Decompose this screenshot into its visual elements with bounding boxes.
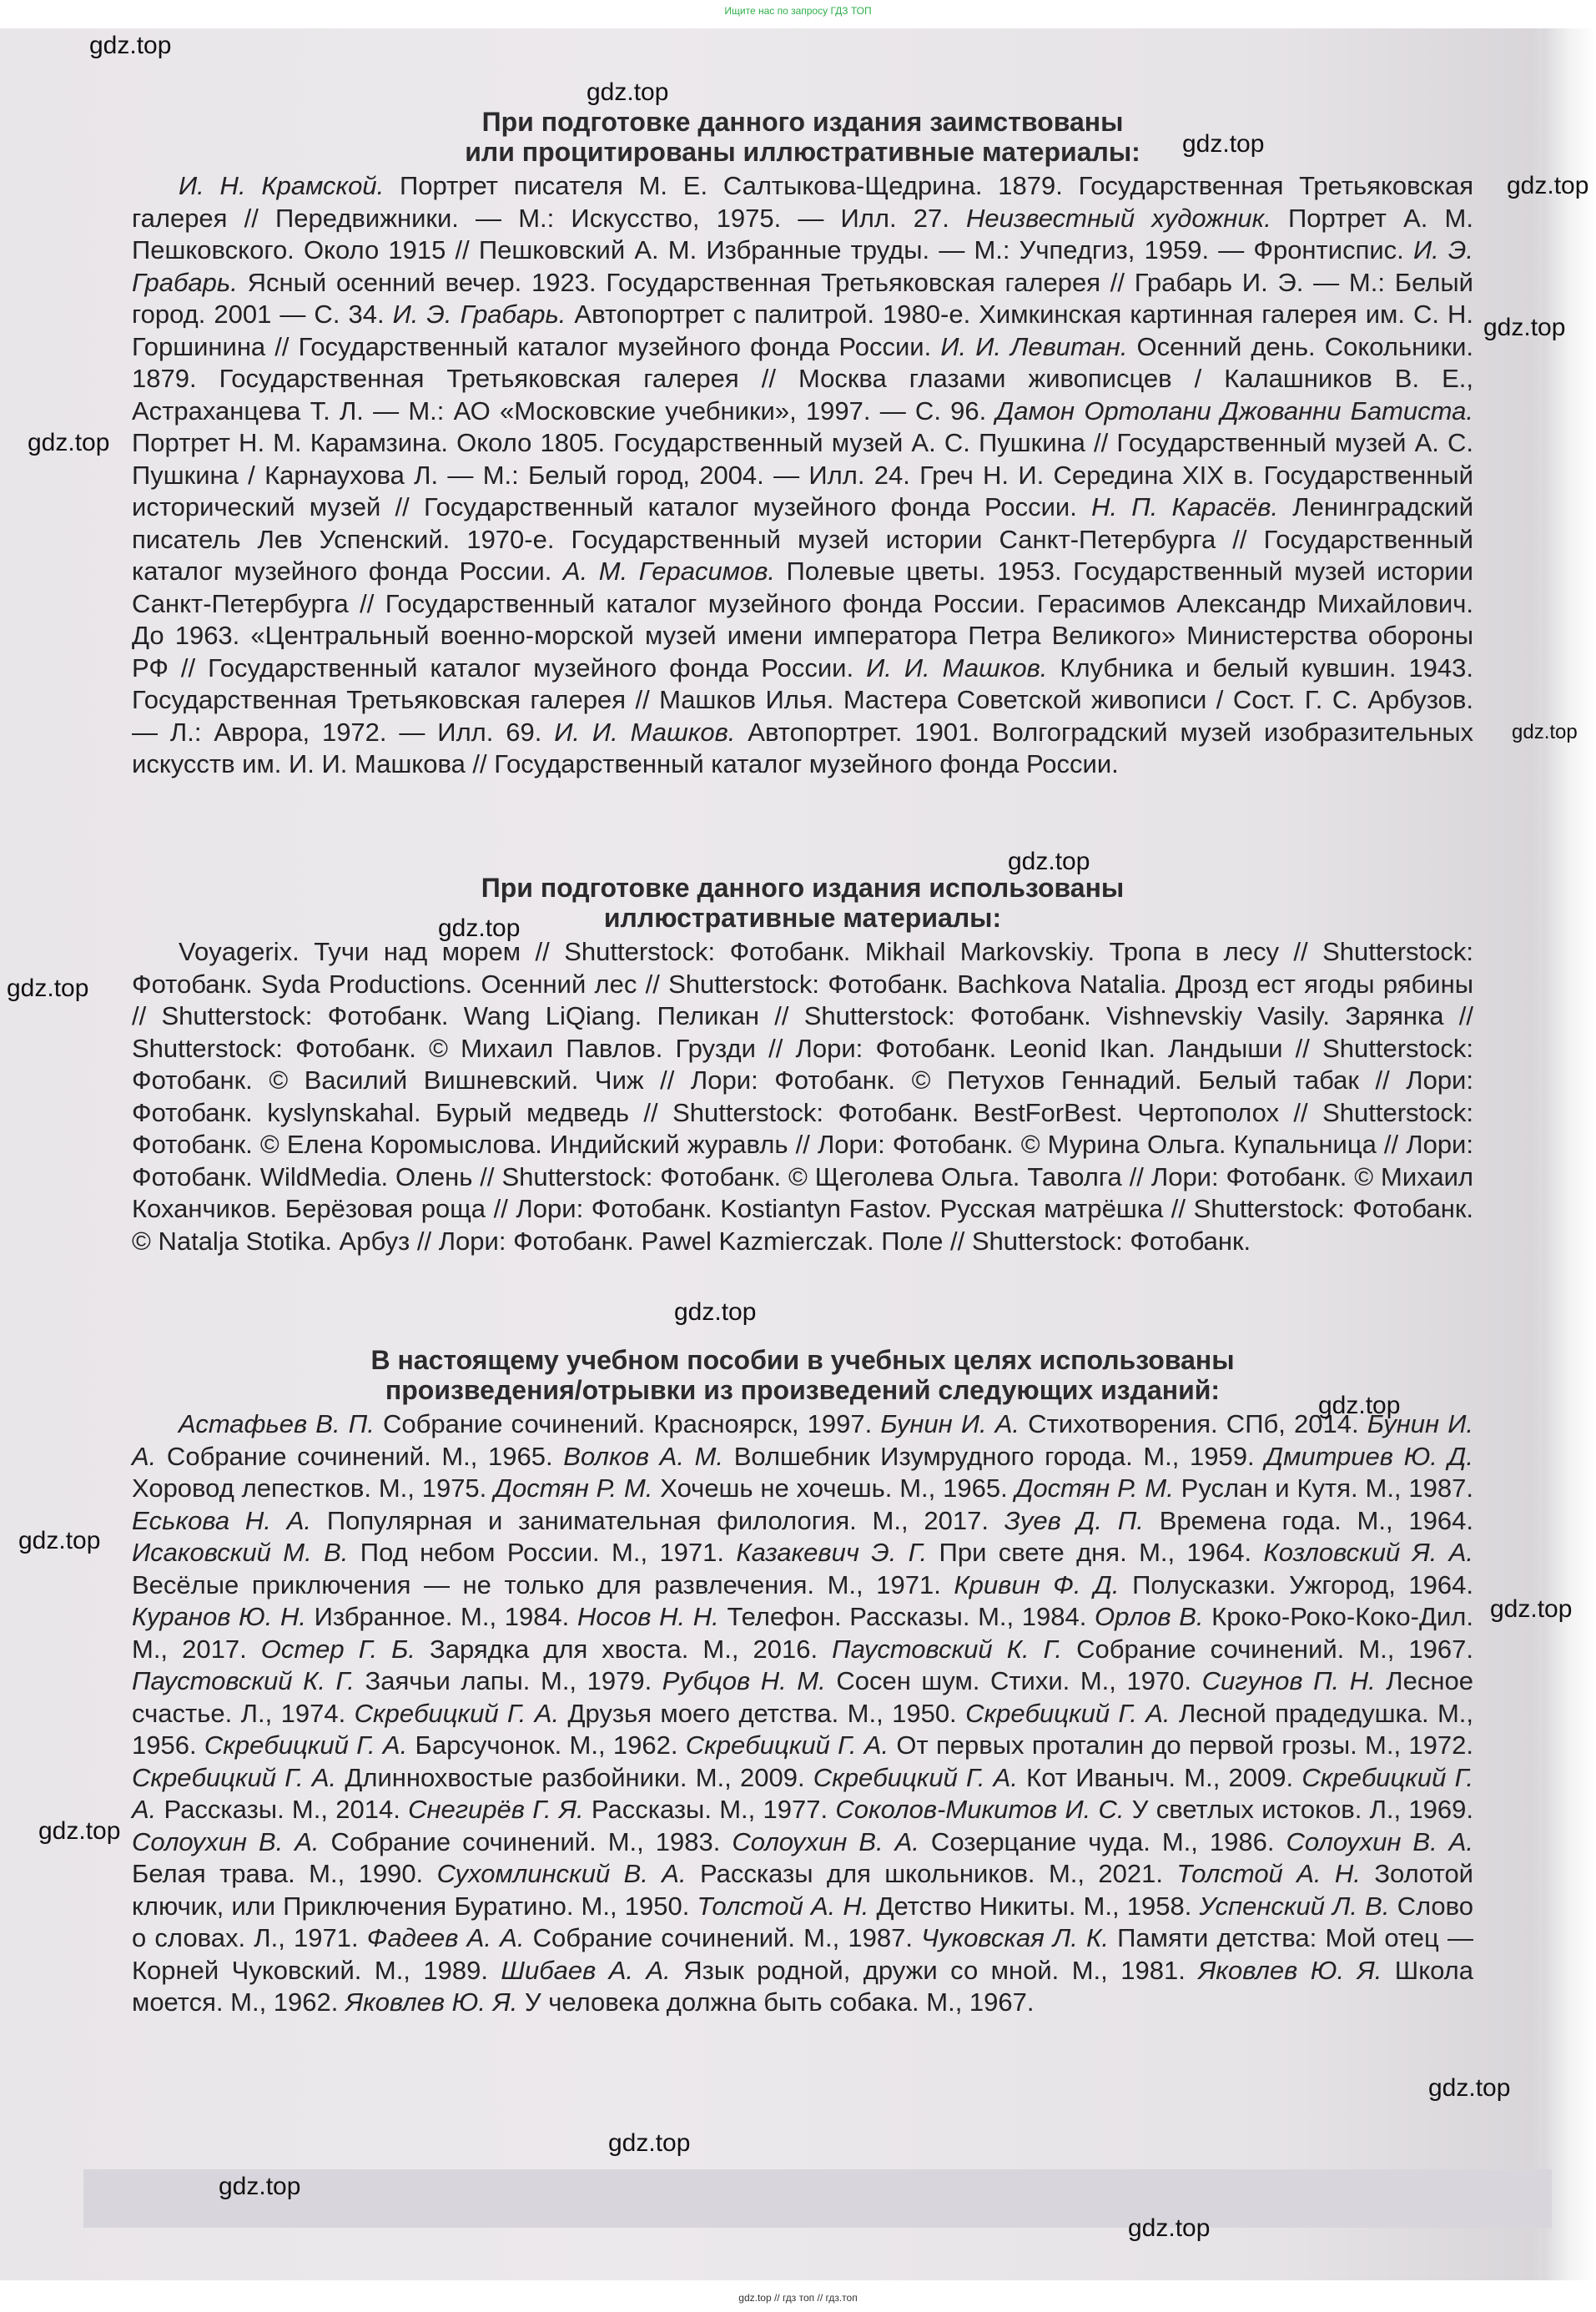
citation-author: Толстой А. Н.	[697, 1891, 869, 1921]
citation-author: Дамон Ортолани Джованни Батиста.	[995, 395, 1473, 426]
citation-text: При свете дня. М., 1964.	[927, 1538, 1264, 1567]
watermark[interactable]: gdz.top	[28, 429, 110, 456]
citation-author: Скребицкий Г. А.	[965, 1698, 1171, 1728]
section-3-heading-line-1: В настоящему учебном пособии в учебных целях использованы	[370, 1345, 1235, 1375]
citation-author: Снегирёв Г. Я.	[408, 1795, 584, 1824]
citation-author: И. И. Левитан.	[940, 331, 1128, 361]
bottom-strip	[0, 2280, 1596, 2312]
citation-text: Кроко-Роко-Коко-Дил. М., 2017.	[132, 1602, 1474, 1664]
section-3-heading-line-2: произведения/отрывки из произведений следующих изданий:	[385, 1375, 1221, 1405]
citation-author: Успенский Л. В.	[1199, 1891, 1390, 1921]
citation-text: Портрет писателя М. Е. Салтыкова-Щедрина. 1879. Государственная Третьяковская галерея // Передвижники. — М.: Искусство, 1975. — Илл. 27.	[132, 171, 1474, 233]
citation-text: Автопортрет с палитрой. 1980-е. Химкинская картинная галерея им. С. Н. Горшинина // Государственный каталог музейного фонда России.	[132, 300, 1473, 361]
citation-author: Н. П. Карасёв.	[1091, 492, 1279, 521]
citation-author: И. Э. Грабарь.	[392, 300, 566, 329]
section-2-heading-line-1: При подготовке данного издания использованы	[481, 873, 1125, 903]
citation-text: Белая трава. М., 1990.	[132, 1859, 437, 1888]
citation-text: Клубника и белый кувшин. 1943. Государственная Третьяковская галерея // Машков Илья. Мастера Советской живописи / Сост. Г. С. Арбузов. — Л.: Аврора, 1972. — Илл. 69.	[132, 652, 1473, 747]
citation-author: Неизвестный художник.	[966, 203, 1271, 233]
citation-text: Школа моется. М., 1962.	[132, 1955, 1473, 2017]
watermark[interactable]: gdz.top	[1512, 721, 1578, 743]
citation-text: Хочешь не хочешь. М., 1965.	[652, 1473, 1015, 1503]
citation-author: Скребицкий Г. А.	[685, 1730, 889, 1760]
citation-text: Портрет А. М. Пешковского. Около 1915 // Пешковский А. М. Избранные труды. — М.: Учпедгиз, 1959. — Фронтиспис.	[132, 203, 1473, 264]
citation-author: Фадеев А. А.	[366, 1923, 525, 1952]
citation-author: Яковлев Ю. Я.	[345, 1987, 518, 2017]
watermark[interactable]: gdz.top	[587, 78, 669, 106]
citation-author: Скребицкий Г. А.	[132, 1762, 1473, 1824]
citation-text: Осенний день. Сокольники. 1879. Государственная Третьяковская галерея // Москва глазами живописцев / Калашников В. Е., Астраханцева Т. Л. — М.: АО «Московские учебники», 1997. — С. 96.	[132, 331, 1473, 426]
citation-author: Остер Г. Б.	[260, 1634, 415, 1664]
citation-author: Солоухин В. А.	[1286, 1826, 1474, 1856]
citation-author: Соколов-Микитов И. С.	[835, 1795, 1125, 1824]
citation-author: Сухомлинский В. А.	[436, 1859, 687, 1888]
citation-author: Сигунов П. Н.	[1201, 1666, 1376, 1695]
citation-text: Язык родной, дружи со мной. М., 1981.	[670, 1955, 1199, 1985]
citation-text: Портрет Н. М. Карамзина. Около 1805. Государственный музей А. С. Пушкина // Государственный музей А. С. Пушкина / Карнаухова Л. — М.: Белый город, 2004. — Илл. 24. Греч Н. И. Середина XIX в. Государственный исторический музей // Государственный каталог музейного фонда России.	[132, 428, 1473, 521]
citation-author: Рубцов Н. М.	[662, 1666, 826, 1695]
citation-author: Волков А. М.	[563, 1441, 724, 1471]
citation-text: Друзья моего детства. М., 1950.	[559, 1698, 966, 1728]
citation-author: Яковлев Ю. Я.	[1198, 1955, 1382, 1985]
section-2-heading	[132, 873, 1473, 933]
citation-text: От первых проталин до первой грозы. М., 1972.	[889, 1730, 1473, 1760]
citation-author: Бунин И. А.	[132, 1409, 1473, 1471]
watermark[interactable]: gdz.top	[38, 1817, 121, 1845]
citation-text: Избранное. М., 1984.	[306, 1602, 577, 1631]
citation-author: Исаковский М. В.	[132, 1538, 349, 1567]
citation-author: И. Н. Крамской.	[179, 171, 385, 200]
citation-text: Собрание сочинений. М., 1987.	[524, 1923, 922, 1952]
citation-author: Еськова Н. А.	[132, 1505, 312, 1535]
citation-text: Voyagerix. Тучи над морем // Shutterstock: Фотобанк. Mikhail Markovskiy. Тропа в лесу // Shutterstock: Фотобанк. Syda Productions. Осенний лес // Shutterstock: Фотобанк. Bachkova Natalia. Дрозд ест ягоды рябины // Shutterstock: Фотобанк. Wang LiQiang. Пеликан // Shutterstock: Фотобанк. Vishnevskiy Vasily. Зарянка // Shutterstock: Фотобанк. © Михаил Павлов. Грузди // Лори: Фотобанк. Leonid Ikan. Ландыши // Shutterstock: Фотобанк. © Василий Вишневский. Чиж // Лори: Фотобанк. © Петухов Геннадий. Белый табак // Лори: Фотобанк. kyslynskahal. Бурый медведь // Shutterstock: Фотобанк. BestForBest. Чертополох // Shutterstock: Фотобанк. © Елена Коромыслова. Индийский журавль // Лори: Фотобанк. © Мурина Ольга. Купальница // Лори: Фотобанк. WildMedia. Олень // Shutterstock: Фотобанк. © Щеголева Ольга. Таволга // Лори: Фотобанк. © Михаил Коханчиков. Берёзовая роща // Лори: Фотобанк. Kostiantyn Fastov. Русская матрёшка // Shutterstock: Фотобанк. © Natalja Stotika. Арбуз // Лори: Фотобанк. Pawel Kazmierczak. Поле // Shutterstock: Фотобанк.	[132, 937, 1473, 1256]
citation-author: Солоухин В. А.	[132, 1826, 320, 1856]
citation-text: Хоровод лепестков. М., 1975.	[132, 1473, 495, 1503]
section-3-heading	[132, 1345, 1473, 1405]
citation-text: Волшебник Изумрудного города. М., 1959.	[723, 1441, 1266, 1471]
citation-author: Чуковская Л. К.	[921, 1923, 1109, 1952]
citation-author: И. И. Машков.	[554, 717, 736, 747]
citation-author: Куранов Ю. Н.	[132, 1602, 306, 1631]
citation-author: Дмитриев Ю. Д.	[1265, 1441, 1473, 1471]
citation-text: Рассказы для школьников. М., 2021.	[686, 1859, 1177, 1888]
citation-author: Толстой А. Н.	[1176, 1859, 1361, 1888]
citation-text: Заячьи лапы. М., 1979.	[354, 1666, 662, 1695]
citation-text: Рассказы. М., 1977.	[583, 1795, 836, 1824]
citation-text: Ленинградский писатель Лев Успенский. 1970-е. Государственный музей истории Санкт-Петербурга // Государственный каталог музейного фонда России.	[132, 492, 1474, 586]
citation-author: Орлов В.	[1095, 1602, 1204, 1631]
citation-text: Собрание сочинений. Красноярск, 1997.	[374, 1409, 881, 1438]
page-edge	[1543, 0, 1596, 2312]
section-1-heading	[132, 107, 1473, 167]
citation-text: Рассказы. М., 2014.	[156, 1795, 409, 1824]
citation-text: Собрание сочинений. М., 1965.	[156, 1441, 564, 1471]
watermark[interactable]: gdz.top	[1490, 1595, 1573, 1623]
citation-author: Кривин Ф. Д.	[954, 1569, 1120, 1599]
citation-text: Барсучонок. М., 1962.	[407, 1730, 686, 1760]
citation-author: Носов Н. Н.	[576, 1602, 719, 1631]
page-footer-band	[83, 2169, 1552, 2228]
watermark[interactable]: gdz.top	[219, 2173, 301, 2200]
citation-author: Достян Р. М.	[1014, 1473, 1174, 1503]
watermark[interactable]: gdz.top	[1182, 130, 1265, 158]
citation-text: Зарядка для хвоста. М., 2016.	[415, 1634, 833, 1664]
citation-author: А. М. Герасимов.	[562, 557, 775, 586]
citation-text: Созерцание чуда. М., 1986.	[919, 1826, 1286, 1856]
citation-author: Скребицкий Г. А.	[813, 1762, 1018, 1792]
citation-text: Собрание сочинений. М., 1983.	[319, 1826, 733, 1856]
citation-author: Солоухин В. А.	[732, 1826, 919, 1856]
watermark[interactable]: gdz.top	[1008, 848, 1090, 875]
section-2-text	[132, 936, 1473, 1257]
citation-text: Собрание сочинений. М., 1967.	[1062, 1634, 1473, 1664]
watermark[interactable]: gdz.top	[674, 1298, 757, 1326]
citation-text: Памяти детства: Мой отец — Корней Чуковский. М., 1989.	[132, 1923, 1473, 1985]
citation-author: И. И. Машков.	[866, 652, 1048, 683]
citation-author: Бунин И. А.	[880, 1409, 1020, 1438]
top-strip	[0, 0, 1596, 28]
citation-text: Под небом России. М., 1971.	[348, 1538, 737, 1567]
section-1-heading-line-1: При подготовке данного издания заимствованы	[481, 107, 1124, 137]
citation-author: Шибаев А. А.	[501, 1955, 671, 1985]
watermark[interactable]: gdz.top	[1507, 172, 1589, 199]
citation-author: Достян Р. М.	[494, 1473, 653, 1503]
citation-text: Лесной прадедушка. М., 1956.	[132, 1698, 1474, 1760]
citation-text: У человека должна быть собака. М., 1967.	[517, 1987, 1035, 2017]
watermark[interactable]: gdz.top	[18, 1527, 101, 1554]
citation-text: Сосен шум. Стихи. М., 1970.	[825, 1666, 1202, 1695]
citation-author: Паустовский К. Г.	[832, 1634, 1063, 1664]
citation-author: Козловский Я. А.	[1263, 1538, 1474, 1567]
citation-author: Скребицкий Г. А.	[354, 1698, 560, 1728]
section-used-illustrations	[132, 873, 1473, 1257]
watermark[interactable]: gdz.top	[1483, 314, 1566, 341]
citation-text: Автопортрет. 1901. Волгоградский музей изобразительных искусств им. И. И. Машкова // Государственный каталог музейного фонда России.	[132, 717, 1473, 778]
section-used-works	[132, 1345, 1473, 2019]
section-3-text	[132, 1408, 1473, 2019]
citation-author: Скребицкий Г. А.	[132, 1762, 337, 1792]
watermark[interactable]: gdz.top	[438, 914, 521, 942]
citation-text: Лесное счастье. Л., 1974.	[132, 1666, 1473, 1728]
citation-author: Казакевич Э. Г.	[736, 1538, 928, 1567]
citation-author: Скребицкий Г. А.	[204, 1730, 408, 1760]
citation-text: Кот Иваныч. М., 2009.	[1017, 1762, 1302, 1792]
watermark[interactable]: gdz.top	[89, 32, 172, 59]
citation-text: Длиннохвостые разбойники. М., 2009.	[336, 1762, 813, 1792]
bottom-banner[interactable]: gdz.top // гдз топ // гдз.топ	[738, 2292, 858, 2304]
citation-text: Слово о словах. Л., 1971.	[132, 1891, 1474, 1952]
watermark[interactable]: gdz.top	[7, 975, 89, 1002]
citation-text: Полевые цветы. 1953. Государственный музей истории Санкт-Петербурга // Государственный каталог музейного фонда России. Герасимов Александр Михайлович. До 1963. «Центральный военно-морской музей имени императора Петра Великого» Министерства обороны РФ // Государственный каталог музейного фонда России.	[132, 557, 1473, 683]
citation-text: Детство Никиты. М., 1958.	[868, 1891, 1200, 1921]
section-2-heading-line-2: иллюстративные материалы:	[603, 903, 1002, 933]
citation-text: У светлых истоков. Л., 1969.	[1124, 1795, 1473, 1824]
citation-text: Полусказки. Ужгород, 1964.	[1119, 1569, 1473, 1599]
citation-author: И. Э. Грабарь.	[132, 235, 1473, 297]
citation-text: Руслан и Кутя. М., 1987.	[1173, 1473, 1473, 1503]
section-1-text	[132, 170, 1473, 781]
citation-author: Паустовский К. Г.	[132, 1666, 355, 1695]
citation-text: Стихотворения. СПб, 2014.	[1020, 1409, 1367, 1438]
watermark[interactable]: gdz.top	[608, 2129, 691, 2157]
citation-text: Золотой ключик, или Приключения Буратино. М., 1950.	[132, 1859, 1474, 1921]
section-borrowed-illustrations	[132, 107, 1473, 781]
citation-text: Времена года. М., 1964.	[1143, 1505, 1473, 1535]
citation-text: Весёлые приключения — не только для развлечения. М., 1971.	[132, 1569, 954, 1599]
citation-text: Ясный осенний вечер. 1923. Государственная Третьяковская галерея // Грабарь И. Э. — М.: Белый город. 2001 — С. 34.	[132, 267, 1473, 329]
watermark[interactable]: gdz.top	[1318, 1392, 1401, 1419]
citation-text: Телефон. Рассказы. М., 1984.	[718, 1602, 1095, 1631]
top-banner[interactable]: Ищите нас по запросу ГДЗ ТОП	[724, 5, 872, 17]
citation-text: Популярная и занимательная филология. М., 2017.	[311, 1505, 1004, 1535]
citation-author: Зуев Д. П.	[1004, 1505, 1144, 1535]
watermark[interactable]: gdz.top	[1428, 2074, 1511, 2102]
citation-author: Астафьев В. П.	[179, 1409, 375, 1438]
section-1-heading-line-2: или процитированы иллюстративные материалы:	[465, 137, 1140, 167]
watermark[interactable]: gdz.top	[1128, 2214, 1211, 2242]
